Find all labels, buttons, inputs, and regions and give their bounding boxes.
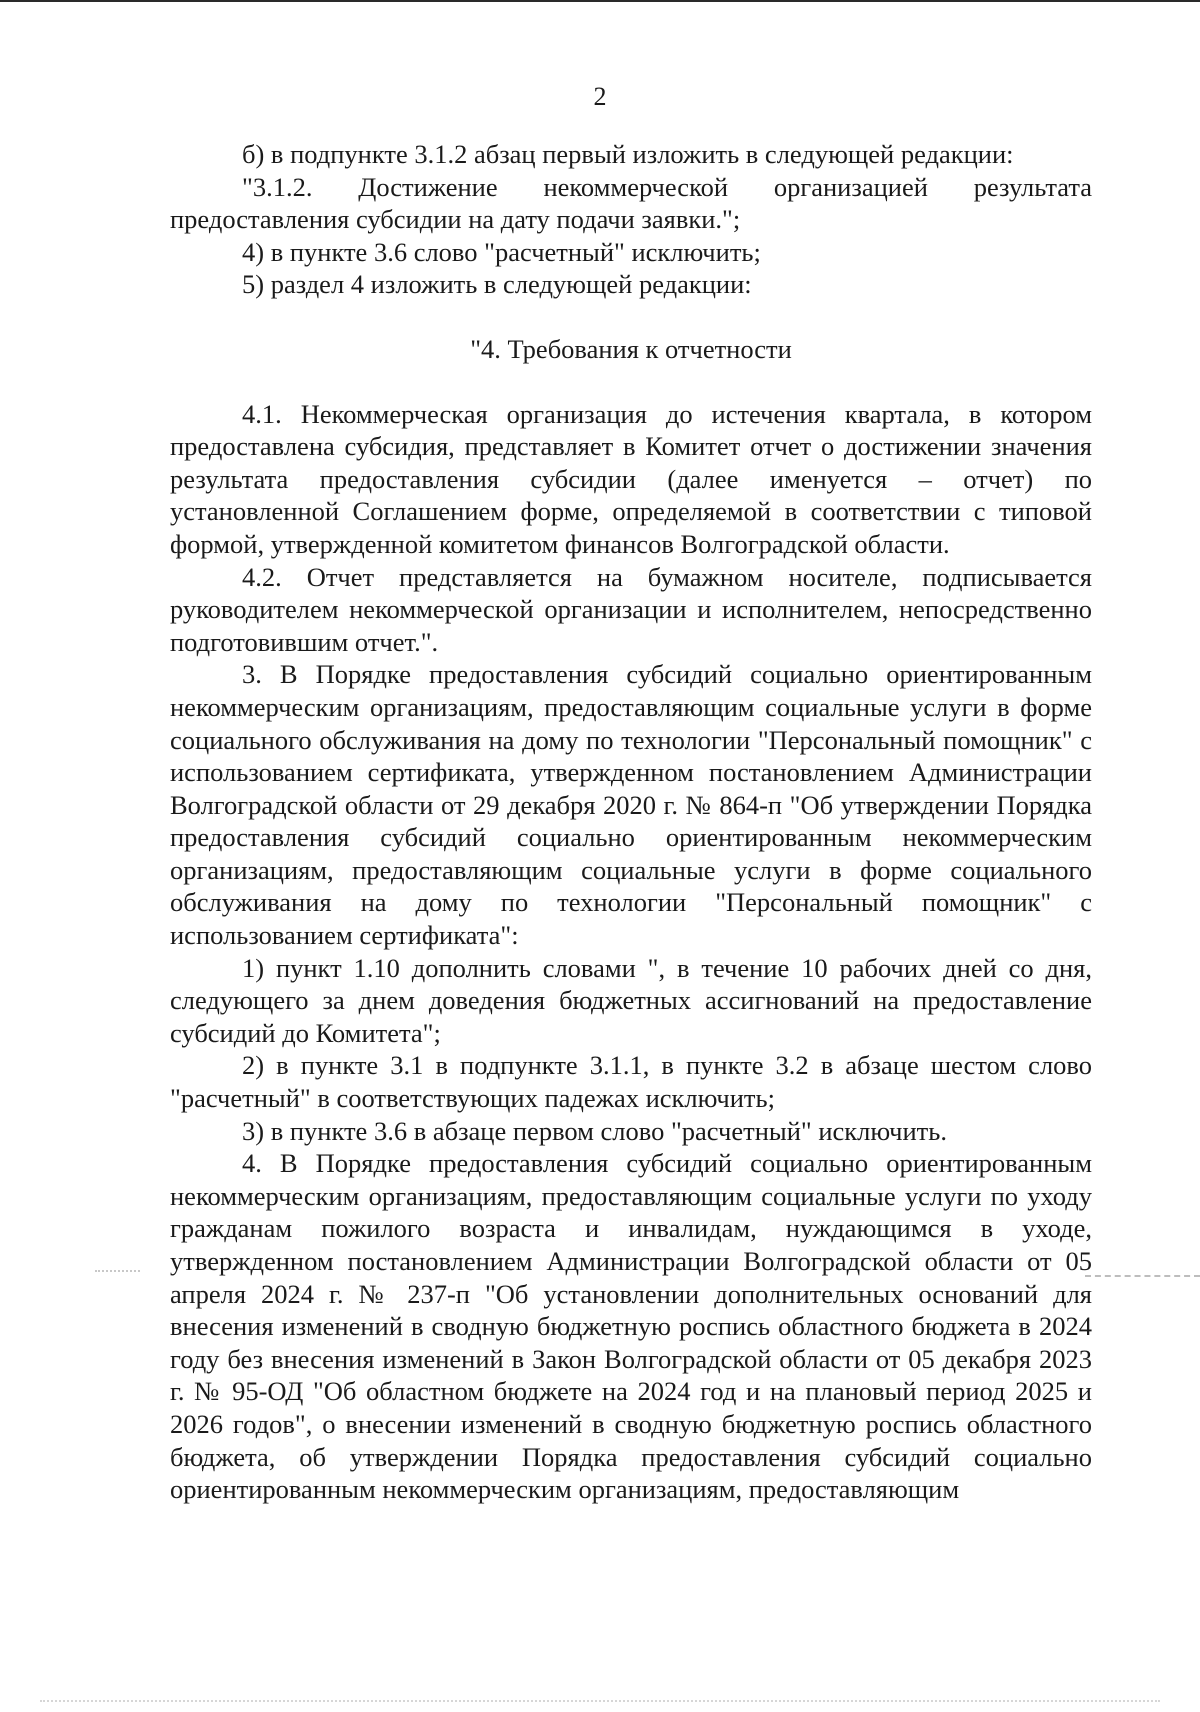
paragraph-4-1: 4.1. Некоммерческая организация до истечения квартала, в котором предоставлена субсидия, представляет в Комитет отчет о достижении значения результата предоставления субсидии (далее именуется – отчет) по установленной Соглашением форме, определяемой в соответствии с типовой формой, утвержденной комитетом финансов Волгоградской области. <box>170 398 1092 559</box>
paragraph-point-3-item-2: 2) в пункте 3.1 в подпункте 3.1.1, в пункте 3.2 в абзаце шестом слово "расчетный" в соответствующих падежах исключить; <box>170 1050 1092 1114</box>
paragraph-point-4: 4. В Порядке предоставления субсидий социально ориентированным некоммерческим организациям, предоставляющим социальные услуги по уходу гражданам пожилого возраста и инвалидам, нуждающимся в уходе, утвержденном постановлением Администрации Волгоградской области от 05 апреля 2024 г. № 237-п "Об установлении дополнительных оснований для внесения изменений в сводную бюджетную роспись областного бюджета в 2024 году без внесения изменений в Закон Волгоградской области от 05 декабря 2023 г. № 95-ОД "Об областном бюджете на 2024 год и на плановый период 2025 и 2026 годов", о внесении изменений в сводную бюджетную роспись областного бюджета, об утверждении Порядка предоставления субсидий социально ориентированным некоммерческим организациям, предоставляющим <box>170 1148 1092 1505</box>
section-heading: "4. Требования к отчетности <box>470 333 792 364</box>
scan-artifact-right <box>1085 1275 1200 1277</box>
paragraph-point-3-item-3: 3) в пункте 3.6 в абзаце первом слово "расчетный" исключить. <box>242 1115 947 1146</box>
paragraph-item-5: 5) раздел 4 изложить в следующей редакции: <box>242 269 752 300</box>
paragraph-point-3: 3. В Порядке предоставления субсидий социально ориентированным некоммерческим организациям, предоставляющим социальные услуги в форме социального обслуживания на дому по технологии "Персональный помощник" с использованием сертификата, утвержденном постановлением Администрации Волгоградской области от 29 декабря 2020 г. № 864-п "Об утверждении Порядка предоставления субсидий социально ориентированным некоммерческим организациям, предоставляющим социальные услуги в форме социального обслуживания на дому по технологии "Персональный помощник" с использованием сертификата": <box>170 659 1092 951</box>
paragraph-4-2: 4.2. Отчет представляется на бумажном носителе, подписывается руководителем некоммерческой организации и исполнителем, непосредственно подготовившим отчет.". <box>170 561 1092 657</box>
paragraph-point-3-item-1: 1) пункт 1.10 дополнить словами ", в течение 10 рабочих дней со дня, следующего за днем доведения бюджетных ассигнований на предоставление субсидий до Комитета"; <box>170 952 1092 1048</box>
paragraph-subitem-b: б) в подпункте 3.1.2 абзац первый изложить в следующей редакции: <box>242 139 1014 169</box>
scan-artifact-bottom <box>40 1700 1160 1706</box>
paragraph-quote-3-1-2: "3.1.2. Достижение некоммерческой организацией результата предоставления субсидии на дату подачи заявки."; <box>170 171 1092 235</box>
top-scan-edge <box>0 0 1200 2</box>
scan-artifact-left <box>95 1270 140 1272</box>
paragraph-item-4: 4) в пункте 3.6 слово "расчетный" исключить; <box>242 236 761 267</box>
page-number: 2 <box>593 82 607 111</box>
document-body <box>170 138 1092 1506</box>
